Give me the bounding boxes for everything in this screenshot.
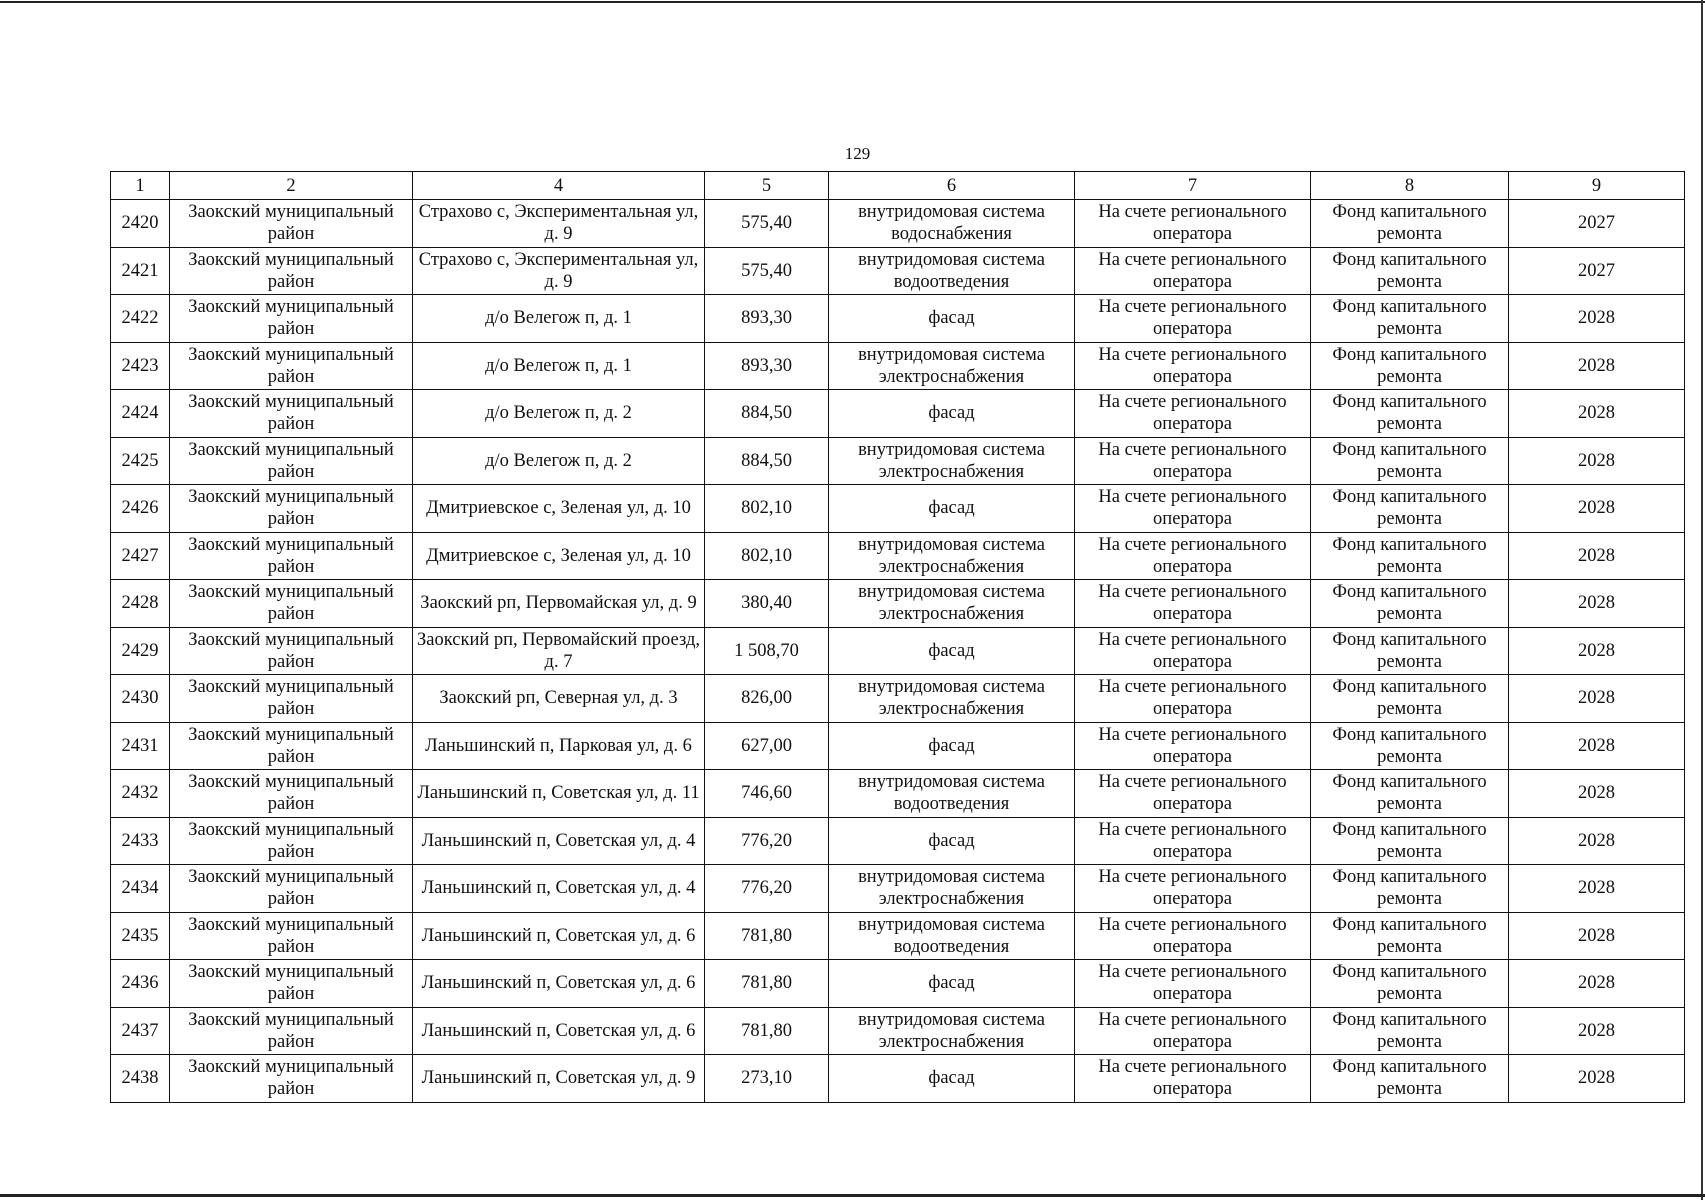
- district-cell: Заокский муниципальный район: [170, 770, 413, 818]
- row-number: 2423: [111, 342, 170, 390]
- year-cell: 2028: [1509, 295, 1685, 343]
- col-header-4: 4: [413, 172, 705, 200]
- work-type-cell: фасад: [829, 485, 1075, 533]
- fund-cell: Фонд капитального ремонта: [1311, 342, 1509, 390]
- fund-cell: Фонд капитального ремонта: [1311, 770, 1509, 818]
- row-number: 2427: [111, 532, 170, 580]
- area-cell: 627,00: [705, 722, 829, 770]
- district-cell: Заокский муниципальный район: [170, 247, 413, 295]
- row-number: 2429: [111, 627, 170, 675]
- work-type-cell: внутридомовая система электроснабжения: [829, 342, 1075, 390]
- table-row: [111, 342, 1685, 390]
- col-header-5: 5: [705, 172, 829, 200]
- row-number: 2435: [111, 912, 170, 960]
- account-cell: На счете регионального оператора: [1075, 200, 1311, 248]
- table-row: [111, 1055, 1685, 1103]
- col-header-8: 8: [1311, 172, 1509, 200]
- year-cell: 2028: [1509, 817, 1685, 865]
- row-number: 2430: [111, 675, 170, 723]
- year-cell: 2028: [1509, 485, 1685, 533]
- header-row: [111, 172, 1685, 200]
- address-cell: Ланьшинский п, Советская ул, д. 6: [413, 960, 705, 1008]
- area-cell: 273,10: [705, 1055, 829, 1103]
- work-type-cell: фасад: [829, 817, 1075, 865]
- year-cell: 2028: [1509, 865, 1685, 913]
- work-type-cell: внутридомовая система электроснабжения: [829, 1007, 1075, 1055]
- col-header-6: 6: [829, 172, 1075, 200]
- row-number: 2424: [111, 390, 170, 438]
- address-cell: Ланьшинский п, Советская ул, д. 4: [413, 865, 705, 913]
- fund-cell: Фонд капитального ремонта: [1311, 675, 1509, 723]
- work-type-cell: внутридомовая система электроснабжения: [829, 580, 1075, 628]
- fund-cell: Фонд капитального ремонта: [1311, 295, 1509, 343]
- work-type-cell: фасад: [829, 960, 1075, 1008]
- account-cell: На счете регионального оператора: [1075, 627, 1311, 675]
- year-cell: 2028: [1509, 390, 1685, 438]
- area-cell: 776,20: [705, 817, 829, 865]
- account-cell: На счете регионального оператора: [1075, 960, 1311, 1008]
- address-cell: Страхово с, Экспериментальная ул, д. 9: [413, 200, 705, 248]
- work-type-cell: внутридомовая система водоотведения: [829, 770, 1075, 818]
- row-number: 2422: [111, 295, 170, 343]
- address-cell: Ланьшинский п, Советская ул, д. 11: [413, 770, 705, 818]
- table-row: [111, 200, 1685, 248]
- work-type-cell: внутридомовая система электроснабжения: [829, 532, 1075, 580]
- district-cell: Заокский муниципальный район: [170, 295, 413, 343]
- bottom-scan-border: [0, 1194, 1705, 1197]
- work-type-cell: внутридомовая система электроснабжения: [829, 437, 1075, 485]
- table-row: [111, 865, 1685, 913]
- area-cell: 380,40: [705, 580, 829, 628]
- district-cell: Заокский муниципальный район: [170, 1007, 413, 1055]
- district-cell: Заокский муниципальный район: [170, 200, 413, 248]
- row-number: 2421: [111, 247, 170, 295]
- work-type-cell: фасад: [829, 627, 1075, 675]
- table-row: [111, 295, 1685, 343]
- account-cell: На счете регионального оператора: [1075, 1055, 1311, 1103]
- address-cell: Ланьшинский п, Советская ул, д. 9: [413, 1055, 705, 1103]
- row-number: 2425: [111, 437, 170, 485]
- address-cell: Ланьшинский п, Советская ул, д. 4: [413, 817, 705, 865]
- district-cell: Заокский муниципальный район: [170, 960, 413, 1008]
- year-cell: 2028: [1509, 627, 1685, 675]
- table-row: [111, 817, 1685, 865]
- area-cell: 893,30: [705, 342, 829, 390]
- account-cell: На счете регионального оператора: [1075, 342, 1311, 390]
- address-cell: Ланьшинский п, Советская ул, д. 6: [413, 1007, 705, 1055]
- address-cell: Ланьшинский п, Советская ул, д. 6: [413, 912, 705, 960]
- page-number: 129: [844, 144, 871, 163]
- year-cell: 2028: [1509, 1007, 1685, 1055]
- row-number: 2437: [111, 1007, 170, 1055]
- address-cell: д/о Велегож п, д. 2: [413, 390, 705, 438]
- area-cell: 575,40: [705, 247, 829, 295]
- table-row: [111, 485, 1685, 533]
- district-cell: Заокский муниципальный район: [170, 627, 413, 675]
- fund-cell: Фонд капитального ремонта: [1311, 200, 1509, 248]
- table-row: [111, 675, 1685, 723]
- area-cell: 746,60: [705, 770, 829, 818]
- row-number: 2436: [111, 960, 170, 1008]
- area-cell: 893,30: [705, 295, 829, 343]
- table-body: [111, 200, 1685, 1103]
- row-number: 2438: [111, 1055, 170, 1103]
- work-type-cell: фасад: [829, 1055, 1075, 1103]
- fund-cell: Фонд капитального ремонта: [1311, 485, 1509, 533]
- fund-cell: Фонд капитального ремонта: [1311, 817, 1509, 865]
- district-cell: Заокский муниципальный район: [170, 532, 413, 580]
- address-cell: Дмитриевское с, Зеленая ул, д. 10: [413, 532, 705, 580]
- area-cell: 781,80: [705, 912, 829, 960]
- fund-cell: Фонд капитального ремонта: [1311, 912, 1509, 960]
- row-number: 2432: [111, 770, 170, 818]
- table-row: [111, 580, 1685, 628]
- address-cell: Страхово с, Экспериментальная ул, д. 9: [413, 247, 705, 295]
- account-cell: На счете регионального оператора: [1075, 1007, 1311, 1055]
- table-row: [111, 437, 1685, 485]
- district-cell: Заокский муниципальный район: [170, 1055, 413, 1103]
- table-row: [111, 912, 1685, 960]
- account-cell: На счете регионального оператора: [1075, 722, 1311, 770]
- year-cell: 2028: [1509, 1055, 1685, 1103]
- district-cell: Заокский муниципальный район: [170, 912, 413, 960]
- account-cell: На счете регионального оператора: [1075, 247, 1311, 295]
- address-cell: д/о Велегож п, д. 2: [413, 437, 705, 485]
- district-cell: Заокский муниципальный район: [170, 390, 413, 438]
- year-cell: 2028: [1509, 437, 1685, 485]
- district-cell: Заокский муниципальный район: [170, 817, 413, 865]
- fund-cell: Фонд капитального ремонта: [1311, 1055, 1509, 1103]
- area-cell: 1 508,70: [705, 627, 829, 675]
- address-cell: Дмитриевское с, Зеленая ул, д. 10: [413, 485, 705, 533]
- year-cell: 2028: [1509, 675, 1685, 723]
- capital-repair-table: [110, 171, 1685, 1103]
- work-type-cell: внутридомовая система электроснабжения: [829, 865, 1075, 913]
- address-cell: Ланьшинский п, Парковая ул, д. 6: [413, 722, 705, 770]
- table-row: [111, 532, 1685, 580]
- address-cell: д/о Велегож п, д. 1: [413, 342, 705, 390]
- work-type-cell: фасад: [829, 390, 1075, 438]
- col-header-9: 9: [1509, 172, 1685, 200]
- account-cell: На счете регионального оператора: [1075, 770, 1311, 818]
- district-cell: Заокский муниципальный район: [170, 580, 413, 628]
- account-cell: На счете регионального оператора: [1075, 532, 1311, 580]
- account-cell: На счете регионального оператора: [1075, 295, 1311, 343]
- area-cell: 781,80: [705, 1007, 829, 1055]
- area-cell: 884,50: [705, 437, 829, 485]
- fund-cell: Фонд капитального ремонта: [1311, 722, 1509, 770]
- table-row: [111, 770, 1685, 818]
- area-cell: 575,40: [705, 200, 829, 248]
- account-cell: На счете регионального оператора: [1075, 390, 1311, 438]
- area-cell: 802,10: [705, 485, 829, 533]
- fund-cell: Фонд капитального ремонта: [1311, 532, 1509, 580]
- district-cell: Заокский муниципальный район: [170, 342, 413, 390]
- area-cell: 776,20: [705, 865, 829, 913]
- fund-cell: Фонд капитального ремонта: [1311, 1007, 1509, 1055]
- year-cell: 2028: [1509, 580, 1685, 628]
- top-scan-border: [0, 1, 1705, 3]
- col-header-2: 2: [170, 172, 413, 200]
- table-row: [111, 1007, 1685, 1055]
- work-type-cell: фасад: [829, 295, 1075, 343]
- fund-cell: Фонд капитального ремонта: [1311, 437, 1509, 485]
- account-cell: На счете регионального оператора: [1075, 485, 1311, 533]
- table-row: [111, 960, 1685, 1008]
- right-scan-border: [1701, 0, 1703, 1200]
- work-type-cell: фасад: [829, 722, 1075, 770]
- year-cell: 2028: [1509, 912, 1685, 960]
- fund-cell: Фонд капитального ремонта: [1311, 247, 1509, 295]
- year-cell: 2027: [1509, 247, 1685, 295]
- account-cell: На счете регионального оператора: [1075, 437, 1311, 485]
- work-type-cell: внутридомовая система водоотведения: [829, 912, 1075, 960]
- year-cell: 2028: [1509, 770, 1685, 818]
- district-cell: Заокский муниципальный район: [170, 865, 413, 913]
- work-type-cell: внутридомовая система водоотведения: [829, 247, 1075, 295]
- address-cell: д/о Велегож п, д. 1: [413, 295, 705, 343]
- col-header-7: 7: [1075, 172, 1311, 200]
- work-type-cell: внутридомовая система электроснабжения: [829, 675, 1075, 723]
- table-row: [111, 627, 1685, 675]
- table-row: [111, 722, 1685, 770]
- address-cell: Заокский рп, Первомайская ул, д. 9: [413, 580, 705, 628]
- fund-cell: Фонд капитального ремонта: [1311, 580, 1509, 628]
- row-number: 2434: [111, 865, 170, 913]
- year-cell: 2027: [1509, 200, 1685, 248]
- work-type-cell: внутридомовая система водоснабжения: [829, 200, 1075, 248]
- account-cell: На счете регионального оператора: [1075, 912, 1311, 960]
- district-cell: Заокский муниципальный район: [170, 675, 413, 723]
- year-cell: 2028: [1509, 960, 1685, 1008]
- fund-cell: Фонд капитального ремонта: [1311, 865, 1509, 913]
- table-row: [111, 247, 1685, 295]
- fund-cell: Фонд капитального ремонта: [1311, 960, 1509, 1008]
- row-number: 2428: [111, 580, 170, 628]
- account-cell: На счете регионального оператора: [1075, 817, 1311, 865]
- fund-cell: Фонд капитального ремонта: [1311, 390, 1509, 438]
- district-cell: Заокский муниципальный район: [170, 437, 413, 485]
- area-cell: 884,50: [705, 390, 829, 438]
- account-cell: На счете регионального оператора: [1075, 865, 1311, 913]
- area-cell: 781,80: [705, 960, 829, 1008]
- row-number: 2431: [111, 722, 170, 770]
- year-cell: 2028: [1509, 532, 1685, 580]
- area-cell: 826,00: [705, 675, 829, 723]
- year-cell: 2028: [1509, 342, 1685, 390]
- address-cell: Заокский рп, Северная ул, д. 3: [413, 675, 705, 723]
- fund-cell: Фонд капитального ремонта: [1311, 627, 1509, 675]
- account-cell: На счете регионального оператора: [1075, 580, 1311, 628]
- district-cell: Заокский муниципальный район: [170, 485, 413, 533]
- account-cell: На счете регионального оператора: [1075, 675, 1311, 723]
- row-number: 2426: [111, 485, 170, 533]
- district-cell: Заокский муниципальный район: [170, 722, 413, 770]
- address-cell: Заокский рп, Первомайский проезд, д. 7: [413, 627, 705, 675]
- year-cell: 2028: [1509, 722, 1685, 770]
- row-number: 2420: [111, 200, 170, 248]
- area-cell: 802,10: [705, 532, 829, 580]
- col-header-1: 1: [111, 172, 170, 200]
- row-number: 2433: [111, 817, 170, 865]
- table-row: [111, 390, 1685, 438]
